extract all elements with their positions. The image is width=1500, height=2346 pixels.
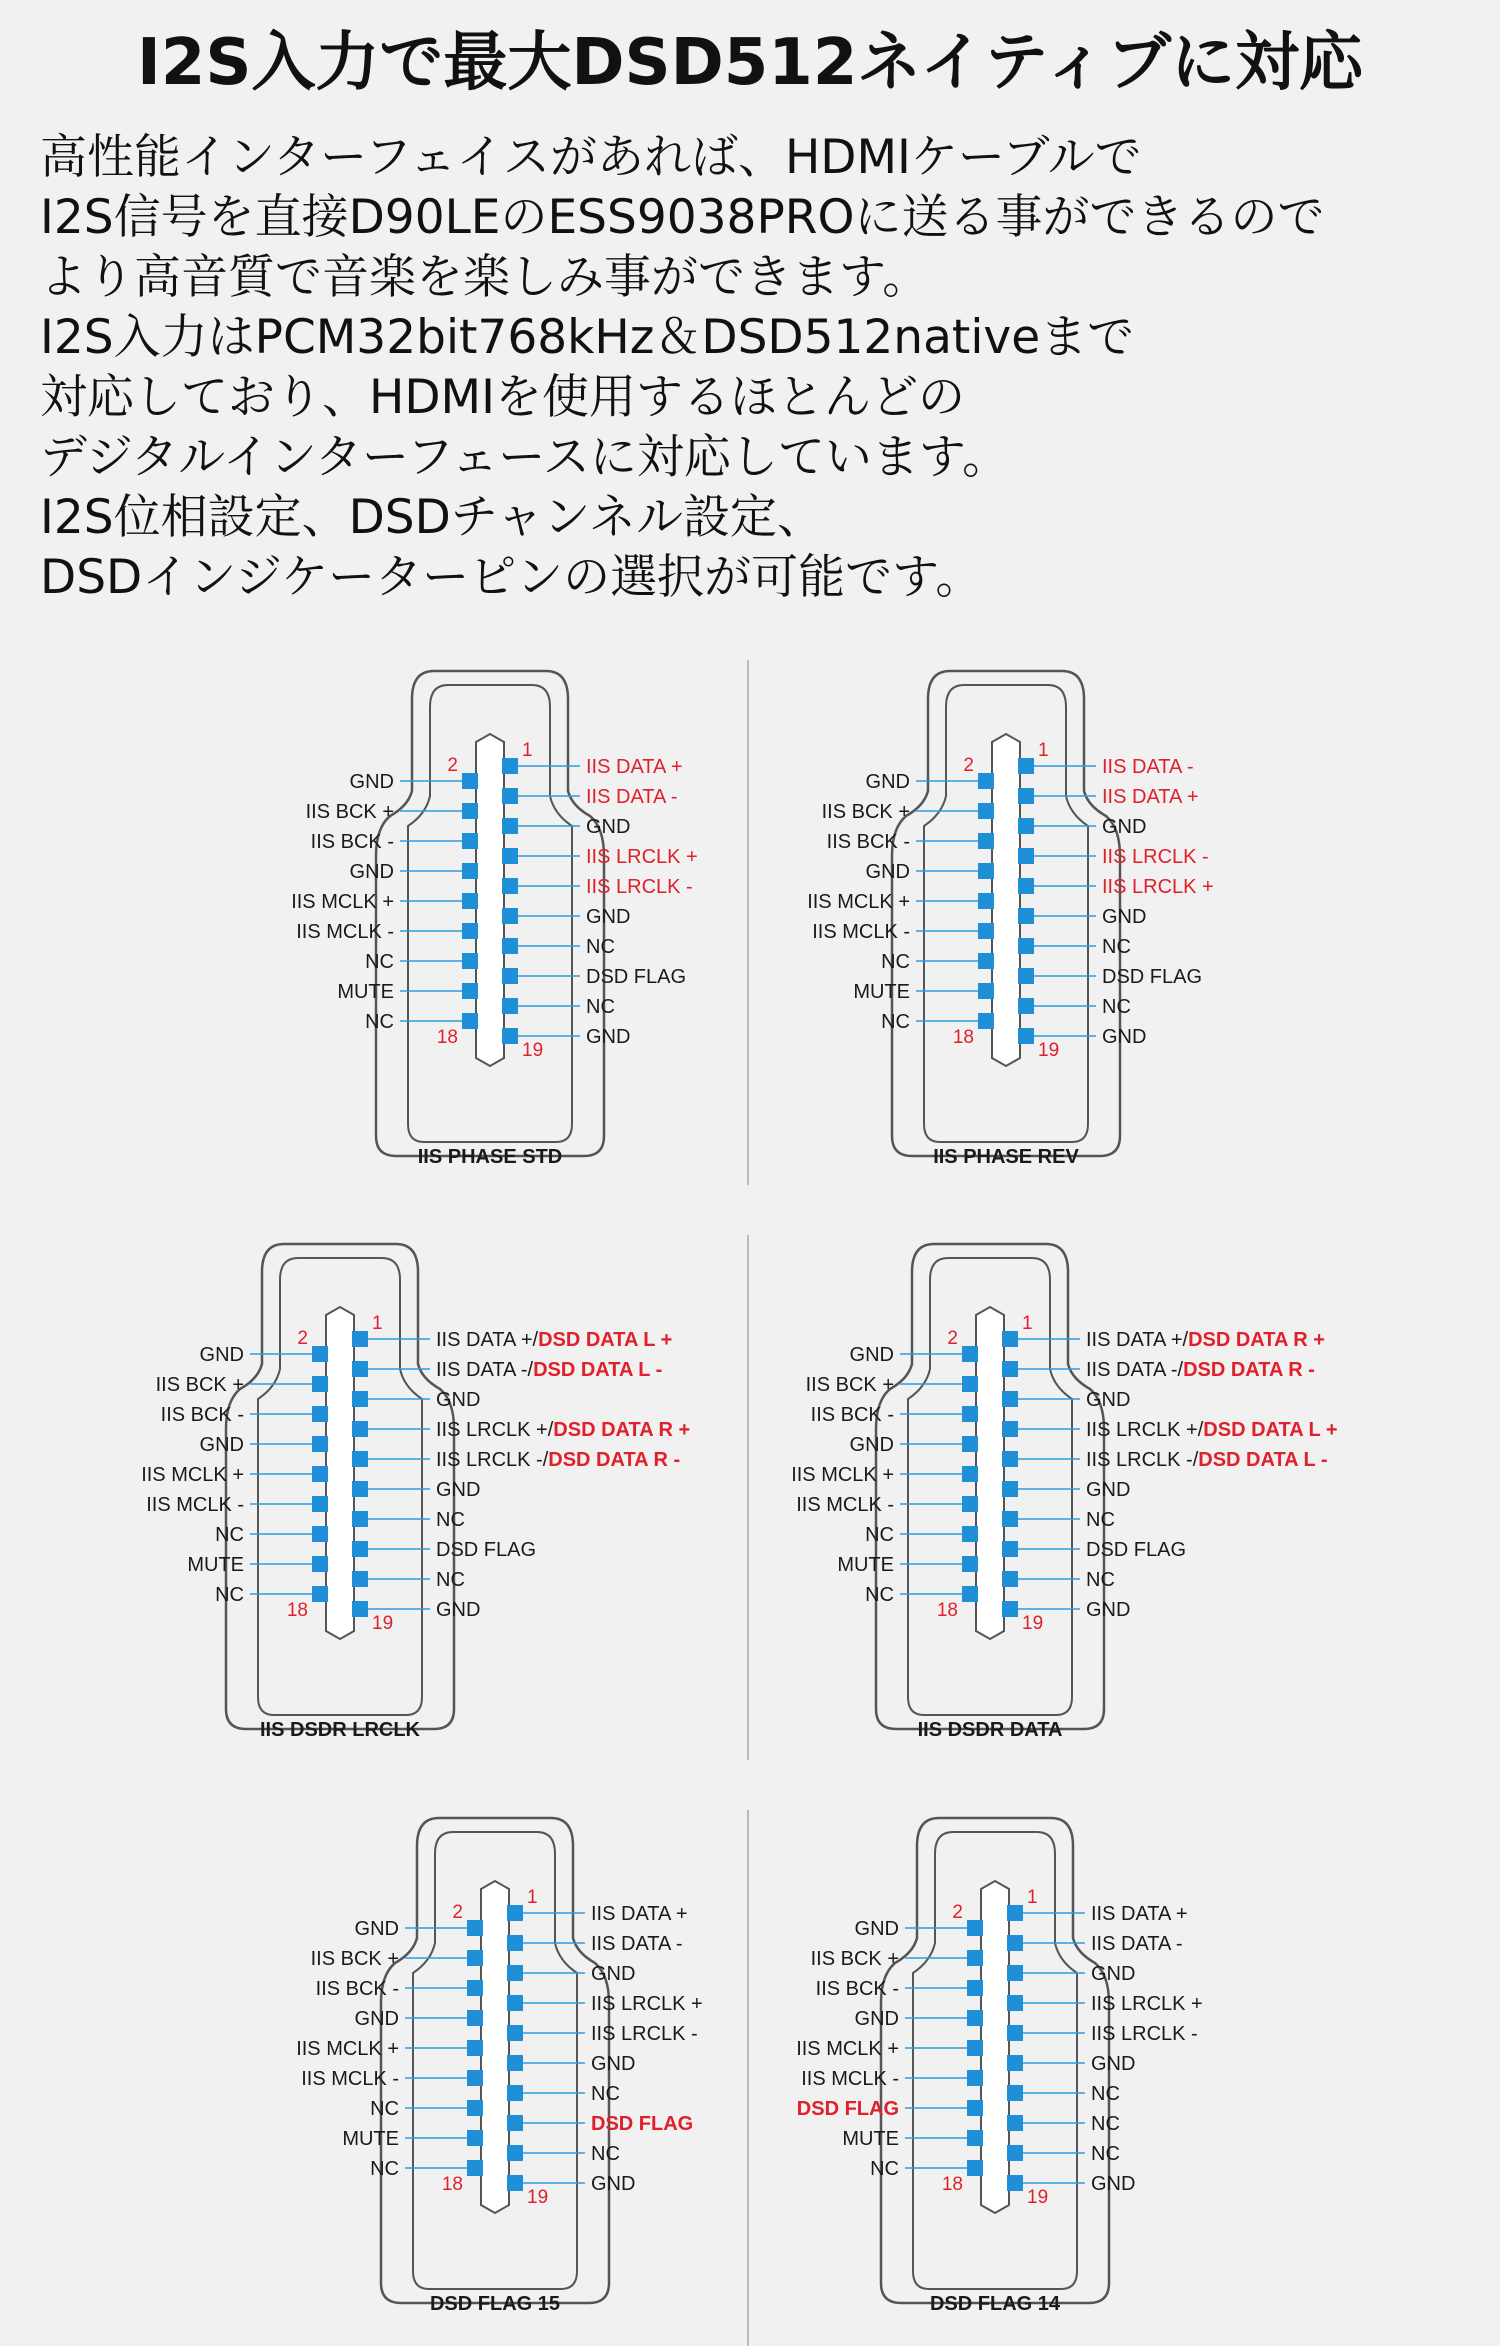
pin-label: NC — [1102, 996, 1131, 1018]
pin-pad — [502, 878, 518, 894]
pin-pad — [312, 1406, 328, 1422]
pin-label: GND — [1091, 2173, 1136, 2195]
pin-label: IIS DATA - — [1102, 756, 1194, 778]
pin-pad — [1007, 2115, 1023, 2131]
pin-label: IIS LRCLK - — [591, 2023, 698, 2045]
pin-label: GND — [436, 1389, 481, 1411]
diagram-caption: IIS PHASE REV — [933, 1146, 1079, 1168]
pin-label: NC — [586, 936, 615, 958]
pin-pad — [962, 1586, 978, 1602]
pin-label: IIS LRCLK +/DSD DATA L + — [1086, 1419, 1338, 1441]
pin-label: MUTE — [337, 981, 394, 1003]
pin-label: IIS DATA - — [586, 786, 678, 808]
pin-pad — [962, 1436, 978, 1452]
pin-label: GND — [1086, 1599, 1131, 1621]
pin-label: GND — [199, 1434, 244, 1456]
pin-pad — [312, 1376, 328, 1392]
pin-number: 19 — [1027, 2187, 1049, 2208]
pin-number: 1 — [1038, 740, 1049, 761]
pin-label-dsd: DSD DATA R + — [553, 1419, 691, 1441]
pin-label: IIS DATA + — [1102, 786, 1199, 808]
pin-label: GND — [854, 1918, 899, 1940]
pin-label: IIS MCLK - — [812, 921, 910, 943]
pin-label: DSD FLAG — [796, 2098, 899, 2120]
pin-pad — [1002, 1451, 1018, 1467]
diagram-caption: IIS PHASE STD — [417, 1146, 563, 1168]
pin-label: IIS MCLK - — [801, 2068, 899, 2090]
pin-pad — [467, 1980, 483, 1996]
pin-label: NC — [436, 1509, 465, 1531]
pin-label: IIS LRCLK - — [1091, 2023, 1198, 2045]
pin-label: IIS MCLK + — [141, 1464, 244, 1486]
pin-label: GND — [849, 1344, 894, 1366]
pin-label-dsd: DSD DATA R + — [1188, 1329, 1325, 1351]
pin-number: 18 — [441, 2174, 463, 2195]
pin-label: IIS MCLK - — [146, 1494, 244, 1516]
intro-line: 高性能インターフェイスがあれば、HDMIケーブルで — [40, 130, 1142, 185]
pin-number: 18 — [941, 2174, 963, 2195]
pin-label: IIS LRCLK + — [586, 846, 698, 868]
pin-label: IIS DATA + — [591, 1903, 688, 1925]
pin-pad — [502, 818, 518, 834]
pin-label: NC — [881, 1011, 910, 1033]
pin-number: 2 — [947, 1328, 958, 1349]
pin-pad — [1002, 1601, 1018, 1617]
pin-label: GND — [354, 1918, 399, 1940]
pin-number: 19 — [1038, 1040, 1060, 1061]
pin-label: GND — [591, 2173, 636, 2195]
pin-pad — [352, 1361, 368, 1377]
pin-label: NC — [586, 996, 615, 1018]
connector-diagram — [296, 1818, 703, 2315]
pin-label: IIS DATA + — [1091, 1903, 1188, 1925]
pin-label: GND — [865, 861, 910, 883]
pin-number: 2 — [452, 1902, 463, 1923]
pin-pad — [312, 1586, 328, 1602]
pin-number: 18 — [286, 1600, 308, 1621]
pin-slot — [976, 1307, 1004, 1639]
pin-pad — [967, 2100, 983, 2116]
pin-label: NC — [870, 2158, 899, 2180]
pin-label: IIS BCK - — [826, 831, 910, 853]
pin-label: IIS MCLK + — [291, 891, 394, 913]
diagram-caption: IIS DSDR LRCLK — [260, 1719, 420, 1741]
pin-label-dsd: DSD DATA L - — [533, 1359, 663, 1381]
pin-pad — [467, 2130, 483, 2146]
pin-label: IIS BCK + — [805, 1374, 894, 1396]
pin-pad — [978, 893, 994, 909]
pin-label: NC — [215, 1524, 244, 1546]
pin-pad — [978, 863, 994, 879]
pin-pad — [352, 1391, 368, 1407]
pin-pad — [352, 1451, 368, 1467]
connector-diagram — [291, 671, 698, 1168]
pin-number: 2 — [963, 755, 974, 776]
pin-pad — [467, 2100, 483, 2116]
pin-label: MUTE — [837, 1554, 894, 1576]
pin-label: NC — [1091, 2143, 1120, 2165]
pin-label: NC — [865, 1584, 894, 1606]
pin-pad — [1002, 1511, 1018, 1527]
pin-label: IIS LRCLK + — [1091, 1993, 1203, 2015]
pin-label: NC — [865, 1524, 894, 1546]
pin-label: GND — [591, 2053, 636, 2075]
pin-number: 19 — [1022, 1613, 1044, 1634]
pin-label-dsd: DSD DATA R - — [548, 1449, 681, 1471]
connector-diagram — [807, 671, 1214, 1168]
pin-pad — [507, 1935, 523, 1951]
pin-pad — [502, 968, 518, 984]
pin-label: IIS DATA - — [1091, 1933, 1183, 1955]
pin-label: IIS BCK + — [305, 801, 394, 823]
pin-pad — [967, 1950, 983, 1966]
pin-pad — [352, 1541, 368, 1557]
pin-number: 2 — [952, 1902, 963, 1923]
pin-label: GND — [849, 1434, 894, 1456]
pin-label: IIS DATA + — [586, 756, 683, 778]
intro-line: I2S信号を直接D90LEのESS9038PROに送る事ができるので — [40, 190, 1325, 245]
pin-label: IIS MCLK + — [807, 891, 910, 913]
pin-pad — [1007, 1995, 1023, 2011]
pin-slot — [476, 734, 504, 1066]
pin-label: GND — [1091, 2053, 1136, 2075]
pin-pad — [507, 2175, 523, 2191]
pin-label: GND — [1086, 1479, 1131, 1501]
pin-label: IIS MCLK - — [296, 921, 394, 943]
pin-pad — [1018, 968, 1034, 984]
pin-pad — [967, 1920, 983, 1936]
pin-pad — [467, 2070, 483, 2086]
intro-line: デジタルインターフェースに対応しています。 — [40, 430, 1010, 485]
pin-pad — [1007, 1935, 1023, 1951]
pin-pad — [978, 773, 994, 789]
pin-label: NC — [1086, 1509, 1115, 1531]
pin-pad — [462, 923, 478, 939]
pin-pad — [352, 1601, 368, 1617]
pin-pad — [978, 983, 994, 999]
pin-pad — [507, 1905, 523, 1921]
pin-number: 18 — [436, 1027, 458, 1048]
pin-label: IIS DATA +/DSD DATA R + — [1086, 1329, 1325, 1351]
pin-label: GND — [865, 771, 910, 793]
pin-pad — [1007, 2145, 1023, 2161]
pin-label: DSD FLAG — [586, 966, 687, 988]
pin-label: GND — [354, 2008, 399, 2030]
pin-pad — [462, 983, 478, 999]
pin-label: NC — [881, 951, 910, 973]
pin-label: NC — [215, 1584, 244, 1606]
pin-pad — [962, 1556, 978, 1572]
pin-label: NC — [591, 2083, 620, 2105]
pin-pad — [467, 2010, 483, 2026]
pin-label: IIS BCK + — [821, 801, 910, 823]
intro-line: I2S位相設定、DSDチャンネル設定、 — [40, 490, 824, 545]
connector-diagram — [796, 1818, 1203, 2315]
pin-pad — [967, 2010, 983, 2026]
pin-pad — [462, 1013, 478, 1029]
pin-pad — [502, 1028, 518, 1044]
pin-label: GND — [1102, 1026, 1147, 1048]
pin-number: 19 — [522, 1040, 544, 1061]
pin-pad — [507, 1965, 523, 1981]
pin-label: GND — [586, 1026, 631, 1048]
pin-pad — [462, 953, 478, 969]
pin-pad — [352, 1421, 368, 1437]
pin-pad — [462, 803, 478, 819]
pin-pad — [1018, 1028, 1034, 1044]
pin-pad — [312, 1496, 328, 1512]
pin-pad — [502, 848, 518, 864]
pin-pad — [312, 1526, 328, 1542]
pin-pad — [1002, 1331, 1018, 1347]
pin-pad — [312, 1436, 328, 1452]
pin-label: NC — [1091, 2113, 1120, 2135]
pin-pad — [462, 773, 478, 789]
pin-label: MUTE — [342, 2128, 399, 2150]
pin-label: IIS BCK - — [810, 1404, 894, 1426]
pin-pad — [1007, 2085, 1023, 2101]
pin-label: NC — [370, 2158, 399, 2180]
pin-pad — [978, 1013, 994, 1029]
pin-pad — [352, 1331, 368, 1347]
pin-label: GND — [1102, 906, 1147, 928]
pin-number: 18 — [952, 1027, 974, 1048]
pin-label: IIS MCLK - — [796, 1494, 894, 1516]
pin-pad — [1002, 1571, 1018, 1587]
pin-label-dsd: DSD DATA L + — [538, 1329, 673, 1351]
pin-number: 1 — [1027, 1887, 1038, 1908]
pin-pad — [1018, 908, 1034, 924]
pin-pad — [467, 1950, 483, 1966]
connector-diagram — [791, 1244, 1337, 1741]
pin-pad — [962, 1496, 978, 1512]
page-title: I2S入力で最大DSD512ネイティブに対応 — [137, 26, 1363, 100]
pin-pad — [1018, 878, 1034, 894]
pin-label: DSD FLAG — [591, 2113, 694, 2135]
pin-label: NC — [365, 951, 394, 973]
pin-pad — [967, 2160, 983, 2176]
pin-number: 18 — [936, 1600, 958, 1621]
pin-label-dsd: DSD DATA R - — [1183, 1359, 1315, 1381]
pin-number: 1 — [522, 740, 533, 761]
pin-pad — [507, 2025, 523, 2041]
pin-label: NC — [1086, 1569, 1115, 1591]
pin-label: GND — [586, 816, 631, 838]
pin-pad — [967, 2040, 983, 2056]
pin-pad — [962, 1346, 978, 1362]
pin-pad — [352, 1571, 368, 1587]
pin-label: GND — [854, 2008, 899, 2030]
connector-diagram — [141, 1244, 690, 1741]
pin-label: IIS LRCLK + — [1102, 876, 1214, 898]
pin-pad — [507, 1995, 523, 2011]
pin-pad — [967, 1980, 983, 1996]
pin-pad — [1007, 2025, 1023, 2041]
pin-pad — [352, 1511, 368, 1527]
pin-pad — [962, 1376, 978, 1392]
pin-label: IIS DATA -/DSD DATA R - — [1086, 1359, 1315, 1381]
pin-label: IIS LRCLK -/DSD DATA L - — [1086, 1449, 1328, 1471]
pin-label: IIS MCLK + — [791, 1464, 894, 1486]
pin-label: IIS DATA - — [591, 1933, 683, 1955]
pin-label: GND — [349, 861, 394, 883]
pin-pad — [352, 1481, 368, 1497]
pin-pad — [1002, 1421, 1018, 1437]
pin-pad — [1002, 1481, 1018, 1497]
pin-label: IIS BCK - — [315, 1978, 399, 2000]
pin-pad — [462, 833, 478, 849]
pin-pad — [502, 758, 518, 774]
pin-label: DSD FLAG — [1102, 966, 1203, 988]
pin-label: IIS LRCLK +/DSD DATA R + — [436, 1419, 691, 1441]
pin-label: NC — [1102, 936, 1131, 958]
pin-pad — [1018, 788, 1034, 804]
pin-pad — [1002, 1361, 1018, 1377]
pin-label: GND — [586, 906, 631, 928]
pin-pad — [978, 803, 994, 819]
pin-number: 2 — [297, 1328, 308, 1349]
pin-pad — [467, 1920, 483, 1936]
pin-pad — [507, 2145, 523, 2161]
pin-label-dsd: DSD DATA L - — [1198, 1449, 1328, 1471]
pin-pad — [312, 1556, 328, 1572]
pin-slot — [992, 734, 1020, 1066]
pin-pad — [978, 953, 994, 969]
pin-number: 19 — [527, 2187, 549, 2208]
pin-number: 19 — [372, 1613, 394, 1634]
pin-label: IIS MCLK - — [301, 2068, 399, 2090]
pin-label: IIS DATA +/DSD DATA L + — [436, 1329, 673, 1351]
pin-number: 1 — [1022, 1313, 1033, 1334]
pin-number: 1 — [527, 1887, 538, 1908]
pin-pad — [1018, 938, 1034, 954]
pin-label: NC — [591, 2143, 620, 2165]
pin-pad — [1018, 758, 1034, 774]
pin-label: GND — [436, 1599, 481, 1621]
pin-label: NC — [1091, 2083, 1120, 2105]
pin-label: IIS BCK + — [155, 1374, 244, 1396]
pin-label: GND — [1091, 1963, 1136, 1985]
pin-label: IIS MCLK + — [296, 2038, 399, 2060]
pin-label: NC — [365, 1011, 394, 1033]
pin-label: GND — [349, 771, 394, 793]
pin-number: 2 — [447, 755, 458, 776]
pin-pad — [962, 1466, 978, 1482]
pin-pad — [507, 2055, 523, 2071]
pin-pad — [1002, 1391, 1018, 1407]
pin-label: IIS LRCLK - — [1102, 846, 1209, 868]
pin-label: IIS LRCLK - — [586, 876, 693, 898]
pin-pad — [467, 2040, 483, 2056]
pin-pad — [462, 863, 478, 879]
pin-label: IIS MCLK + — [796, 2038, 899, 2060]
pin-label: GND — [436, 1479, 481, 1501]
pin-pad — [1018, 998, 1034, 1014]
pin-label: MUTE — [842, 2128, 899, 2150]
pin-label-dsd: DSD DATA L + — [1203, 1419, 1338, 1441]
pin-pad — [1007, 2175, 1023, 2191]
pin-label: DSD FLAG — [1086, 1539, 1187, 1561]
intro-line: DSDインジケーターピンの選択が可能です。 — [40, 550, 983, 605]
pin-pad — [1002, 1541, 1018, 1557]
pin-label: IIS LRCLK -/DSD DATA R - — [436, 1449, 681, 1471]
pin-pad — [1018, 818, 1034, 834]
intro-line: I2S入力はPCM32bit768kHz＆DSD512nativeまで — [40, 310, 1135, 365]
pin-pad — [312, 1466, 328, 1482]
pin-slot — [981, 1881, 1009, 2213]
pin-label: GND — [199, 1344, 244, 1366]
pin-label: MUTE — [853, 981, 910, 1003]
pin-slot — [326, 1307, 354, 1639]
pin-pad — [1018, 848, 1034, 864]
pin-number: 1 — [372, 1313, 383, 1334]
pin-pad — [978, 833, 994, 849]
pin-pad — [507, 2115, 523, 2131]
pin-label: IIS BCK - — [815, 1978, 899, 2000]
pin-pad — [502, 788, 518, 804]
pin-pad — [1007, 1965, 1023, 1981]
pin-pad — [967, 2130, 983, 2146]
pin-label: MUTE — [187, 1554, 244, 1576]
diagram-caption: DSD FLAG 15 — [429, 2293, 561, 2315]
intro-line: 対応しており、HDMIを使用するほとんどの — [40, 370, 965, 425]
pin-pad — [962, 1406, 978, 1422]
pin-label: IIS BCK - — [310, 831, 394, 853]
pin-pad — [502, 908, 518, 924]
intro-line: より高音質で音楽を楽しみ事ができます。 — [40, 250, 930, 305]
pin-pad — [962, 1526, 978, 1542]
pin-slot — [481, 1881, 509, 2213]
pin-pad — [462, 893, 478, 909]
pin-label: NC — [370, 2098, 399, 2120]
pin-label: IIS BCK + — [310, 1948, 399, 1970]
pin-pad — [978, 923, 994, 939]
pin-label: IIS DATA -/DSD DATA L - — [436, 1359, 663, 1381]
pin-pad — [1007, 1905, 1023, 1921]
pin-pad — [507, 2085, 523, 2101]
diagram-caption: DSD FLAG 14 — [929, 2293, 1061, 2315]
diagram-caption: IIS DSDR DATA — [917, 1719, 1063, 1741]
pin-label: IIS LRCLK + — [591, 1993, 703, 2015]
pin-pad — [1007, 2055, 1023, 2071]
pin-label: GND — [1086, 1389, 1131, 1411]
pin-label: DSD FLAG — [436, 1539, 537, 1561]
pin-label: GND — [591, 1963, 636, 1985]
pin-pad — [467, 2160, 483, 2176]
pin-pad — [312, 1346, 328, 1362]
pin-label: IIS BCK - — [160, 1404, 244, 1426]
pin-pad — [502, 998, 518, 1014]
pin-pad — [967, 2070, 983, 2086]
pin-label: IIS BCK + — [810, 1948, 899, 1970]
pin-label: GND — [1102, 816, 1147, 838]
pin-pad — [502, 938, 518, 954]
pin-label: NC — [436, 1569, 465, 1591]
